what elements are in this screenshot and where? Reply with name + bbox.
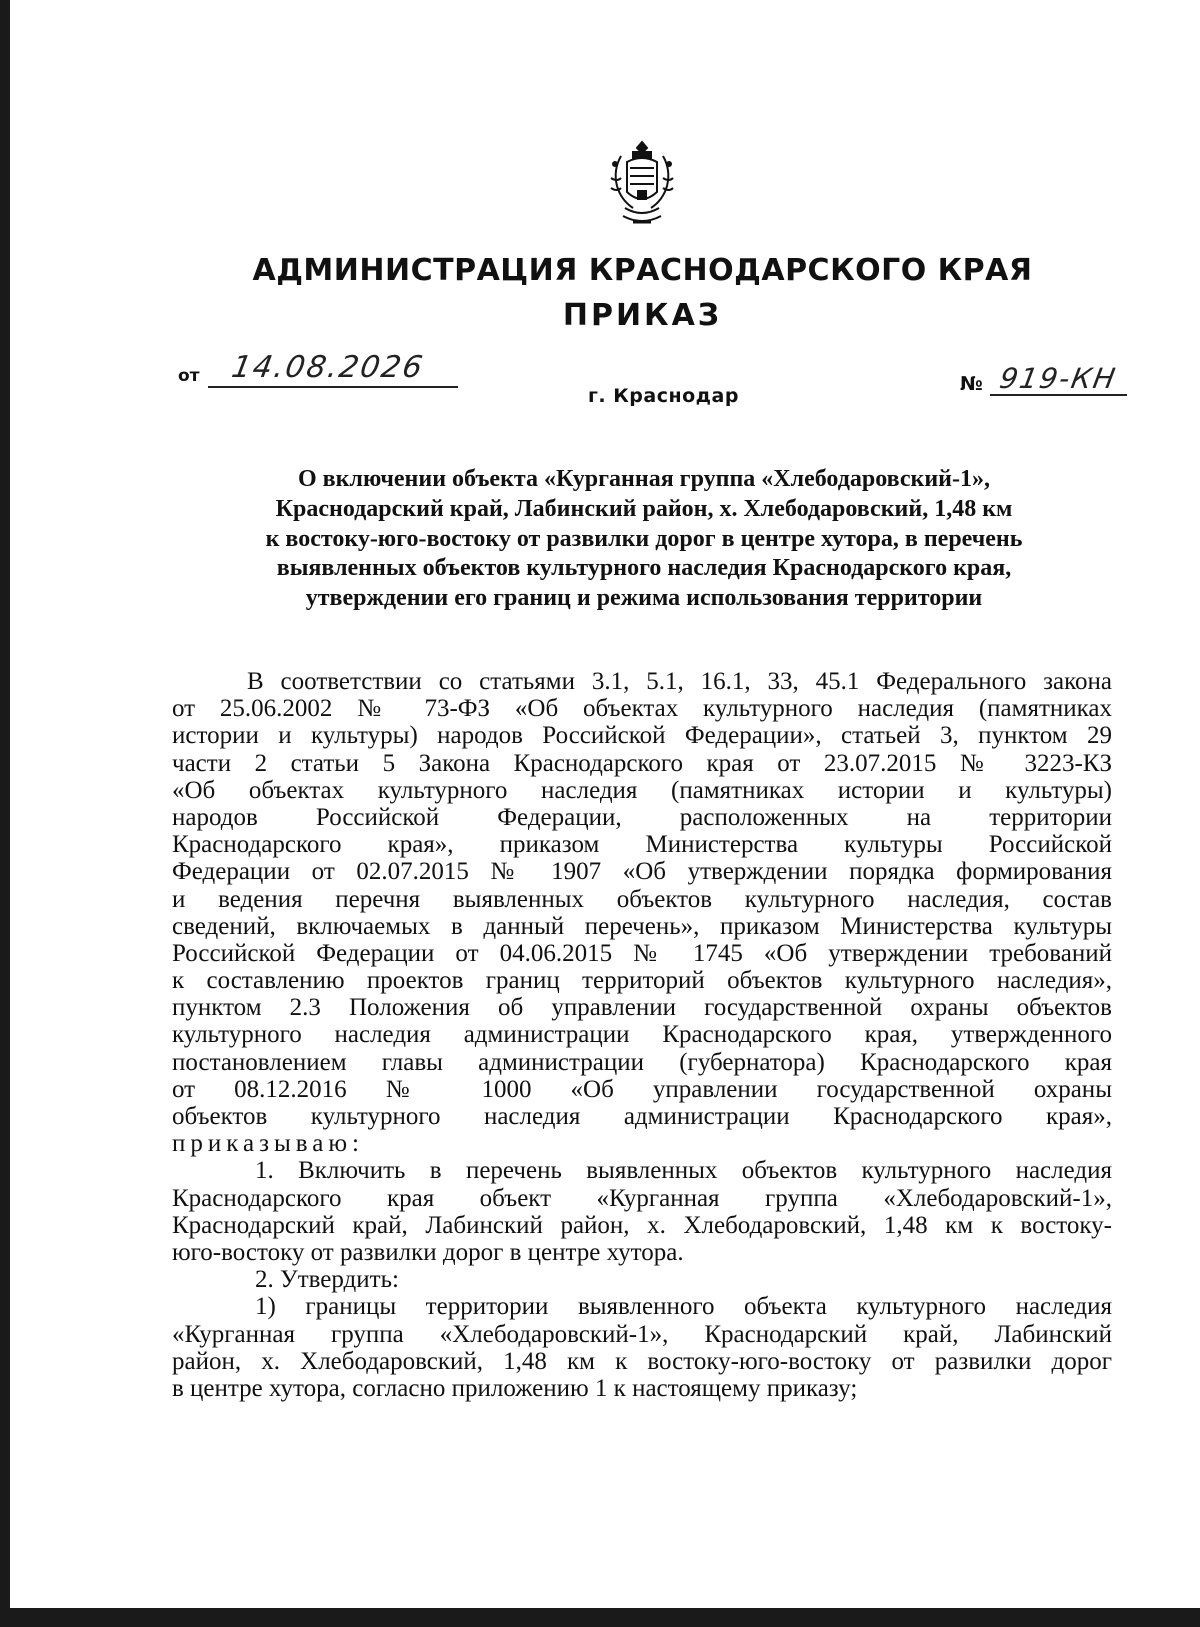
number-handwritten: 919-КН (997, 362, 1120, 395)
body-line: объектов культурного наследия администрации Краснодарского края», (172, 1103, 1112, 1130)
city-line: г. Краснодар (588, 385, 739, 407)
body-line: юго-востоку от развилки дорог в центре хутора. (172, 1238, 684, 1266)
body-line: от 25.06.2002 № 73-ФЗ «Об объектах культурного наследия (памятниках (172, 695, 1112, 723)
body-line: части 2 статьи 5 Закона Краснодарского края от 23.07.2015 № 3223-КЗ (172, 749, 1112, 777)
body-line: 1. Включить в перечень выявленных объектов культурного наследия (255, 1157, 1112, 1185)
body-line: сведений, включаемых в данный перечень», приказом Министерства культуры (172, 912, 1112, 940)
body-line: В соответствии со статьями 3.1, 5.1, 16.1, 33, 45.1 Федерального закона (247, 668, 1112, 695)
date-underline (208, 386, 458, 388)
body-line: 2. Утвердить: (255, 1266, 399, 1294)
body-line: Российской Федерации от 04.06.2015 № 1745 «Об утверждении требований (172, 939, 1112, 967)
title-line: утверждении его границ и режима использования территории (305, 585, 983, 612)
body-line: 1) границы территории выявленного объекта культурного наследия (255, 1293, 1112, 1321)
coat-of-arms-emblem (603, 138, 681, 230)
document-type: ПРИКАЗ (562, 298, 723, 333)
body-line: Краснодарский край, Лабинский район, х. Хлебодаровский, 1,48 км к востоку- (172, 1211, 1112, 1239)
number-label: № (960, 373, 983, 395)
organization-name: АДМИНИСТРАЦИЯ КРАСНОДАРСКОГО КРАЯ (252, 253, 1033, 288)
date-label: от (178, 366, 200, 386)
body-line: приказываю: (172, 1130, 364, 1158)
document-title (150, 465, 1138, 614)
body-line: «Об объектах культурного наследия (памятниках истории и культуры) (172, 776, 1112, 804)
scan-bottom-edge (0, 1608, 1200, 1627)
body-line: Федерации от 02.07.2015 № 1907 «Об утверждении порядка формирования (172, 858, 1112, 886)
title-line: Краснодарский край, Лабинский район, х. Хлебодаровский, 1,48 км (275, 495, 1013, 522)
body-line: Краснодарского края», приказом Министерства культуры Российской (172, 831, 1112, 859)
body-line: пунктом 2.3 Положения об управлении государственной охраны объектов (172, 994, 1112, 1022)
document-body (172, 668, 1112, 1402)
body-line: культурного наследия администрации Краснодарского края, утвержденного (172, 1021, 1112, 1049)
body-line: к составлению проектов границ территорий объектов культурного наследия», (172, 967, 1112, 995)
title-line: О включении объекта «Курганная группа «Хлебодаровский-1», (298, 466, 990, 492)
body-line: от 08.12.2016 № 1000 «Об управлении государственной охраны (172, 1075, 1112, 1103)
title-line: выявленных объектов культурного наследия Краснодарского края, (276, 555, 1012, 582)
body-line: Краснодарского края объект «Курганная группа «Хлебодаровский-1», (172, 1184, 1112, 1212)
scan-left-edge (0, 0, 10, 1627)
body-line: постановлением главы администрации (губернатора) Краснодарского края (172, 1048, 1112, 1076)
body-line: «Курганная группа «Хлебодаровский-1», Краснодарский край, Лабинский (172, 1320, 1112, 1348)
body-line: истории и культуры) народов Российской Федерации», статьей 3, пунктом 29 (172, 722, 1112, 750)
body-line: и ведения перечня выявленных объектов культурного наследия, состав (172, 885, 1112, 913)
body-line: в центре хутора, согласно приложению 1 к настоящему приказу; (172, 1374, 858, 1402)
body-line: народов Российской Федерации, расположенных на территории (172, 803, 1112, 831)
title-line: к востоку-юго-востоку от развилки дорог в центре хутора, в перечень (265, 525, 1023, 552)
date-handwritten: 14.08.2026 (228, 350, 427, 385)
body-line: район, х. Хлебодаровский, 1,48 км к востоку-юго-востоку от развилки дорог (172, 1347, 1112, 1375)
